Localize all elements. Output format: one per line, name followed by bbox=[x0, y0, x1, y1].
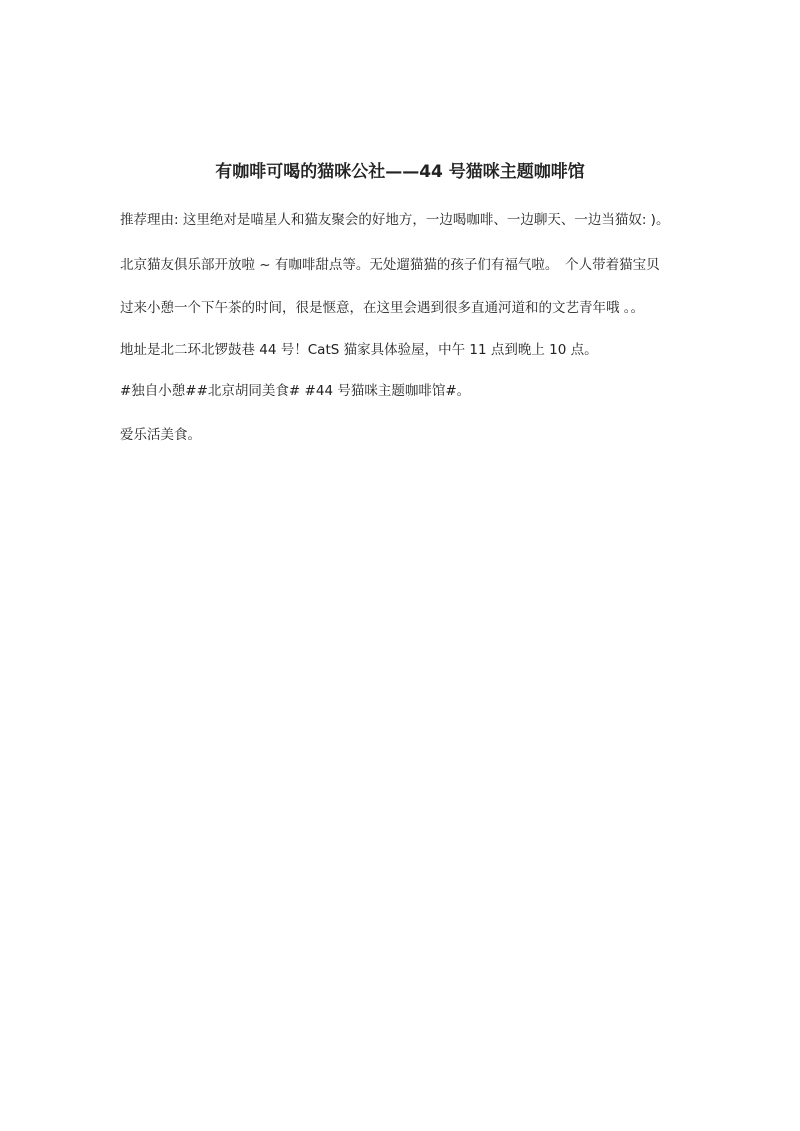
paragraph-address: 地址是北二环北锣鼓巷 44 号！CatS 猫家具体验屋，中午 11 点到晚上 10 点。 bbox=[120, 342, 598, 358]
paragraph-hashtags: #独自小憩##北京胡同美食# #44 号猫咪主题咖啡馆#。 bbox=[120, 383, 471, 399]
paragraph-afternoon-tea: 过来小憩一个下午茶的时间，很是惬意，在这里会遇到很多直通河道和的文艺青年哦 。。 bbox=[120, 300, 645, 316]
page-title: 有咖啡可喝的猫咪公社——44 号猫咪主题咖啡馆 bbox=[215, 162, 585, 182]
paragraph-recommendation: 推荐理由: 这里绝对是喵星人和猫友聚会的好地方，一边喝咖啡、一边聊天、一边当猫奴: )。 bbox=[120, 212, 670, 228]
paragraph-signature: 爱乐活美食。 bbox=[120, 427, 201, 443]
paragraph-club-intro: 北京猫友俱乐部开放啦 ~ 有咖啡甜点等。无处遛猫猫的孩子们有福气啦。 个人带着猫宝贝 bbox=[120, 257, 660, 273]
